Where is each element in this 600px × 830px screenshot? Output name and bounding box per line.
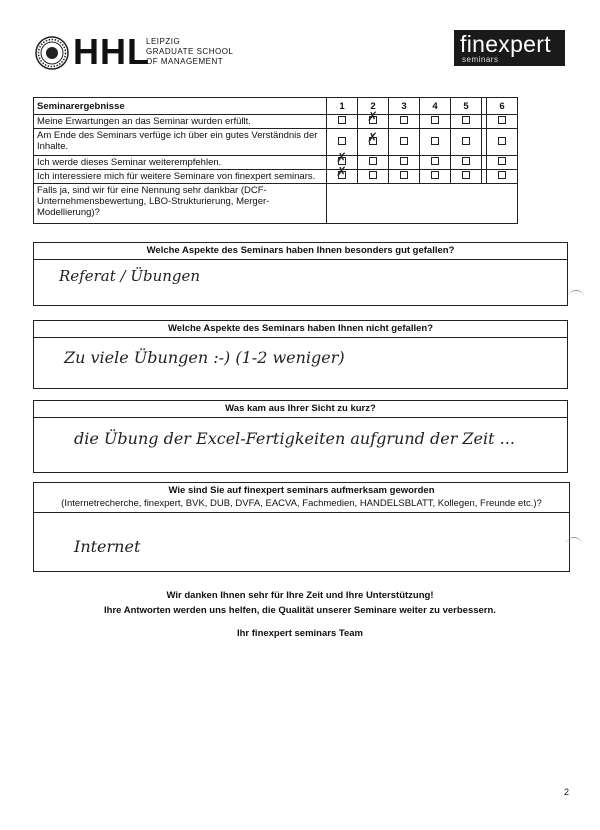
question-heading: Welche Aspekte des Seminars haben Ihnen besonders gut gefallen? [34,243,567,260]
hhl-subtitle [146,37,233,67]
rating-checkbox-4[interactable] [431,137,439,145]
question-heading-sub: (Internetrecherche, finexpert, BVK, DUB, DVFA, EACVA, Fachmedien, HANDELSBLATT, Kollegen, Freunde etc.)? [61,498,542,509]
rating-checkbox-1[interactable] [338,157,346,165]
question-box-too-short [33,400,568,473]
rating-checkbox-1[interactable] [338,171,346,179]
rating-checkbox-2[interactable] [369,116,377,124]
rating-label: Am Ende des Seminars verfüge ich über ein gutes Verständnis der Inhalte. [34,129,327,156]
rating-row [34,156,518,170]
handwritten-answer[interactable]: Zu viele Übungen :-) (1-2 weniger) [64,348,345,367]
rating-cell [451,115,482,129]
rating-cell [420,115,451,129]
rating-cell [451,170,482,184]
team-signature: Ihr finexpert seminars Team [236,628,363,639]
rating-cell [389,115,420,129]
ratings-table [33,97,518,224]
question-heading: Was kam aus Ihrer Sicht zu kurz? [34,401,567,418]
hhl-seal-logo [35,36,69,70]
ratings-header-row [34,98,518,115]
hhl-subtitle-line: OF MANAGEMENT [146,57,224,66]
rating-row [34,170,518,184]
rating-checkbox-1[interactable] [338,137,346,145]
question-heading [34,483,569,513]
rating-label: Ich interessiere mich für weitere Seminare von finexpert seminars. [34,170,327,184]
scale-5: 5 [451,98,482,115]
scale-2: 2 [358,98,389,115]
rating-cell [358,170,389,184]
rating-cell [389,170,420,184]
scale-6: 6 [487,98,518,115]
rating-checkbox-3[interactable] [400,116,408,124]
scale-1: 1 [327,98,358,115]
thanks-text [0,588,600,618]
rating-cell [487,115,518,129]
followup-answer-area[interactable] [327,184,518,224]
rating-cell [420,170,451,184]
rating-checkbox-3[interactable] [400,157,408,165]
rating-cell [358,115,389,129]
rating-row [34,129,518,156]
rating-checkbox-6[interactable] [498,171,506,179]
scale-3: 3 [389,98,420,115]
rating-label: Ich werde dieses Seminar weiterempfehlen. [34,156,327,170]
followup-row [34,184,518,224]
question-heading: Welche Aspekte des Seminars haben Ihnen nicht gefallen? [34,321,567,338]
rating-label: Meine Erwartungen an das Seminar wurden erfüllt. [34,115,327,129]
rating-cell [358,129,389,156]
rating-checkbox-2[interactable] [369,171,377,179]
rating-checkbox-1[interactable] [338,116,346,124]
thanks-line-1: Wir danken Ihnen sehr für Ihre Zeit und Ihre Unterstützung! [166,590,434,601]
question-box-source [33,482,570,572]
hhl-subtitle-line: LEIPZIG [146,37,181,46]
rating-checkbox-4[interactable] [431,171,439,179]
rating-checkbox-6[interactable] [498,116,506,124]
finexpert-logo [454,30,565,66]
hhl-logo-text: HHL [73,31,150,72]
rating-cell [420,156,451,170]
rating-cell [389,129,420,156]
rating-cell [487,156,518,170]
margin-mark [566,537,582,548]
rating-checkbox-5[interactable] [462,171,470,179]
rating-checkbox-4[interactable] [431,116,439,124]
handwritten-answer[interactable]: die Übung der Excel-Fertigkeiten aufgrund der Zeit ... [74,429,515,448]
handwritten-answer[interactable]: Internet [74,537,141,556]
finexpert-logo-sub: seminars [462,55,499,64]
rating-cell [487,129,518,156]
page-number: 2 [563,787,569,797]
rating-checkbox-3[interactable] [400,137,408,145]
rating-checkbox-6[interactable] [498,137,506,145]
rating-cell [327,170,358,184]
followup-question: Falls ja, sind wir für eine Nennung sehr dankbar (DCF-Unternehmensbewertung, LBO-Strukturierung, Merger-Modellierung)? [34,184,327,224]
rating-checkbox-5[interactable] [462,116,470,124]
question-box-disliked [33,320,568,389]
rating-cell [451,156,482,170]
rating-checkbox-2[interactable] [369,137,377,145]
thanks-line-2: Ihre Antworten werden uns helfen, die Qualität unserer Seminare weiter zu verbessern. [104,605,496,616]
rating-cell [420,129,451,156]
rating-cell [451,129,482,156]
rating-cell [327,115,358,129]
rating-checkbox-4[interactable] [431,157,439,165]
margin-mark [568,290,584,301]
finexpert-logo-main: finexpert [460,31,551,57]
rating-checkbox-2[interactable] [369,157,377,165]
hhl-subtitle-line: GRADUATE SCHOOL [146,47,234,56]
rating-row [34,115,518,129]
rating-cell [389,156,420,170]
rating-checkbox-3[interactable] [400,171,408,179]
rating-cell [487,170,518,184]
question-box-liked [33,242,568,306]
scale-4: 4 [420,98,451,115]
rating-checkbox-5[interactable] [462,157,470,165]
handwritten-answer[interactable]: Referat / Übungen [59,267,201,285]
ratings-title: Seminarergebnisse [34,98,327,115]
rating-checkbox-5[interactable] [462,137,470,145]
question-heading-main: Wie sind Sie auf finexpert seminars aufmerksam geworden [168,485,435,496]
rating-cell [358,156,389,170]
rating-checkbox-6[interactable] [498,157,506,165]
